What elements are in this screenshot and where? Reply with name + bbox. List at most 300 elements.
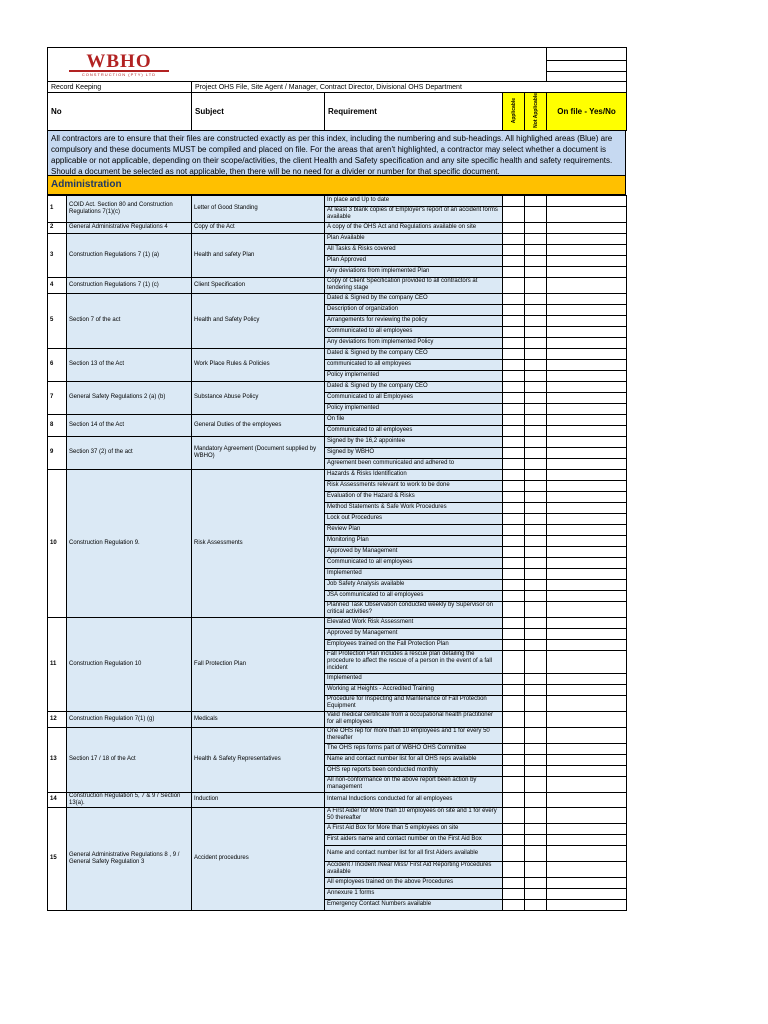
not-applicable-cell[interactable] <box>525 277 547 293</box>
applicable-cell[interactable] <box>503 480 525 491</box>
item-reference: Construction Regulation 5, 7 & 9 / Section 13(a). <box>67 792 192 807</box>
on-file-cell[interactable] <box>547 370 627 381</box>
on-file-cell[interactable] <box>547 628 627 639</box>
on-file-cell[interactable] <box>547 266 627 277</box>
on-file-cell[interactable] <box>547 823 627 834</box>
requirement-text: Monitoring Plan <box>325 535 503 546</box>
applicable-cell[interactable] <box>503 754 525 765</box>
not-applicable-cell[interactable] <box>525 684 547 695</box>
requirement-text: In place and Up to date <box>325 195 503 206</box>
requirement-text: Job Safety Analysis available <box>325 579 503 590</box>
column-header-not-applicable <box>525 93 547 131</box>
not-applicable-cell[interactable] <box>525 381 547 392</box>
on-file-cell[interactable] <box>547 727 627 743</box>
requirement-text: Copy of Client Specification provided to all contractors at tendering stage <box>325 277 503 293</box>
not-applicable-cell[interactable] <box>525 650 547 673</box>
applicable-cell[interactable] <box>503 546 525 557</box>
item-subject: Induction <box>192 792 325 807</box>
instructions-notice: All contractors are to ensure that their files are constructed exactly as per this index, including the numbering and sub-headings. All highlighed areas (Blue) are compulsory and these documents MUST be compiled and placed on file. For the areas that aren't highlighted, a contractor may select whether a document is applicable or not applicable, depending on their scope/activities, the client Health and Safety specification and any site specific health and safety requirements. Should a document be selected as not applicable, then there will be no need for a divider or number for that specific document. <box>47 131 626 176</box>
item-reference: Section 17 / 18 of the Act <box>67 727 192 792</box>
item-subject: Medicals <box>192 711 325 727</box>
requirement-text: Emergency Contact Numbers available <box>325 899 503 910</box>
applicable-cell[interactable] <box>503 513 525 524</box>
not-applicable-cell[interactable] <box>525 888 547 899</box>
requirement-text: One OHS rep for more than 10 employees and 1 for every 50 thereafter <box>325 727 503 743</box>
table-row <box>48 195 627 206</box>
applicable-cell[interactable] <box>503 877 525 888</box>
item-number: 13 <box>48 727 67 792</box>
on-file-cell[interactable] <box>547 502 627 513</box>
on-file-cell[interactable] <box>547 195 627 206</box>
on-file-cell[interactable] <box>547 403 627 414</box>
applicable-cell[interactable] <box>503 255 525 266</box>
not-applicable-cell[interactable] <box>525 403 547 414</box>
item-number: 3 <box>48 233 67 277</box>
item-reference: Section 13 of the Act <box>67 348 192 381</box>
not-applicable-cell[interactable] <box>525 244 547 255</box>
column-header-requirement: Requirement <box>325 93 503 131</box>
not-applicable-cell[interactable] <box>525 861 547 877</box>
on-file-cell[interactable] <box>547 326 627 337</box>
checklist-sheet <box>47 47 626 911</box>
item-number: 5 <box>48 293 67 348</box>
on-file-cell[interactable] <box>547 673 627 684</box>
applicable-cell[interactable] <box>503 414 525 425</box>
applicable-cell[interactable] <box>503 244 525 255</box>
requirement-text: A copy of the OHS Act and Regulations available on site <box>325 222 503 233</box>
applicable-cell[interactable] <box>503 807 525 823</box>
not-applicable-cell[interactable] <box>525 414 547 425</box>
applicable-cell[interactable] <box>503 590 525 601</box>
on-file-cell[interactable] <box>547 480 627 491</box>
applicable-cell[interactable] <box>503 535 525 546</box>
requirement-text: All employees trained on the above Procedures <box>325 877 503 888</box>
requirement-text: Any deviations from implemented Policy <box>325 337 503 348</box>
requirement-text: Policy implemented <box>325 370 503 381</box>
not-applicable-cell[interactable] <box>525 535 547 546</box>
requirement-text: Risk Assessments relevant to work to be done <box>325 480 503 491</box>
not-applicable-cell[interactable] <box>525 727 547 743</box>
on-file-cell[interactable] <box>547 206 627 222</box>
item-subject: Risk Assessments <box>192 469 325 617</box>
not-applicable-cell[interactable] <box>525 792 547 807</box>
applicable-cell[interactable] <box>503 458 525 469</box>
not-applicable-cell[interactable] <box>525 845 547 861</box>
item-subject: Letter of Good Standing <box>192 195 325 222</box>
on-file-cell[interactable] <box>547 222 627 233</box>
not-applicable-cell[interactable] <box>525 711 547 727</box>
on-file-cell[interactable] <box>547 861 627 877</box>
applicable-cell[interactable] <box>503 743 525 754</box>
item-number: 2 <box>48 222 67 233</box>
on-file-cell[interactable] <box>547 845 627 861</box>
on-file-cell[interactable] <box>547 601 627 617</box>
item-subject: General Duties of the employees <box>192 414 325 436</box>
requirement-text: All Tasks & Risks covered <box>325 244 503 255</box>
requirement-text: Review Plan <box>325 524 503 535</box>
applicable-cell[interactable] <box>503 233 525 244</box>
on-file-cell[interactable] <box>547 899 627 910</box>
requirement-text: Accident / Incident /Near Miss/ First Aid Reporting Procedures available <box>325 861 503 877</box>
applicable-cell[interactable] <box>503 392 525 403</box>
item-subject: Fall Protection Plan <box>192 617 325 711</box>
item-number: 7 <box>48 381 67 414</box>
item-number: 4 <box>48 277 67 293</box>
applicable-cell[interactable] <box>503 266 525 277</box>
on-file-cell[interactable] <box>547 436 627 447</box>
applicable-cell[interactable] <box>503 673 525 684</box>
not-applicable-cell[interactable] <box>525 491 547 502</box>
item-reference: Construction Regulation 7(1) (g) <box>67 711 192 727</box>
not-applicable-cell[interactable] <box>525 233 547 244</box>
on-file-cell[interactable] <box>547 255 627 266</box>
on-file-cell[interactable] <box>547 546 627 557</box>
on-file-cell[interactable] <box>547 491 627 502</box>
item-number: 10 <box>48 469 67 617</box>
requirement-text: Annexure 1 forms <box>325 888 503 899</box>
not-applicable-cell[interactable] <box>525 639 547 650</box>
on-file-cell[interactable] <box>547 359 627 370</box>
item-reference: Section 14 of the Act <box>67 414 192 436</box>
table-row <box>48 348 627 359</box>
applicable-cell[interactable] <box>503 206 525 222</box>
applicable-cell[interactable] <box>503 628 525 639</box>
on-file-cell[interactable] <box>547 888 627 899</box>
column-header-applicable <box>503 93 525 131</box>
requirement-text: Evaluation of the Hazard & Risks <box>325 491 503 502</box>
applicable-cell[interactable] <box>503 695 525 711</box>
applicable-cell[interactable] <box>503 425 525 436</box>
on-file-cell[interactable] <box>547 765 627 776</box>
on-file-cell[interactable] <box>547 535 627 546</box>
item-reference: Section 7 of the act <box>67 293 192 348</box>
item-reference: Section 37 (2) of the act <box>67 436 192 469</box>
table-row <box>48 727 627 743</box>
not-applicable-cell[interactable] <box>525 206 547 222</box>
applicable-cell[interactable] <box>503 834 525 845</box>
applicable-cell[interactable] <box>503 502 525 513</box>
on-file-cell[interactable] <box>547 684 627 695</box>
not-applicable-cell[interactable] <box>525 195 547 206</box>
on-file-cell[interactable] <box>547 348 627 359</box>
not-applicable-cell[interactable] <box>525 359 547 370</box>
column-header-subject: Subject <box>192 93 325 131</box>
not-applicable-cell[interactable] <box>525 695 547 711</box>
on-file-cell[interactable] <box>547 807 627 823</box>
on-file-cell[interactable] <box>547 447 627 458</box>
item-number: 15 <box>48 807 67 910</box>
applicable-cell[interactable] <box>503 447 525 458</box>
applicable-cell[interactable] <box>503 888 525 899</box>
item-number: 1 <box>48 195 67 222</box>
requirement-text: Communicated to all employees <box>325 425 503 436</box>
requirements-table <box>47 195 627 911</box>
on-file-cell[interactable] <box>547 513 627 524</box>
not-applicable-cell[interactable] <box>525 765 547 776</box>
not-applicable-cell[interactable] <box>525 524 547 535</box>
record-keeping-label: Record Keeping <box>48 82 192 93</box>
requirement-text: Communicated to all employees <box>325 326 503 337</box>
applicable-cell[interactable] <box>503 436 525 447</box>
applicable-cell[interactable] <box>503 601 525 617</box>
not-applicable-cell[interactable] <box>525 877 547 888</box>
requirement-text: Planned Task Observation conducted weekly by Supervisor on critical activities? <box>325 601 503 617</box>
item-reference: General Administrative Regulations 8 , 9 / General Safety Regulation 3 <box>67 807 192 910</box>
applicable-cell[interactable] <box>503 765 525 776</box>
item-number: 9 <box>48 436 67 469</box>
applicable-cell[interactable] <box>503 861 525 877</box>
requirement-text: All non-conformance on the above report been action by management <box>325 776 503 792</box>
not-applicable-label: Not Applicable <box>532 93 539 128</box>
not-applicable-cell[interactable] <box>525 754 547 765</box>
not-applicable-cell[interactable] <box>525 673 547 684</box>
item-reference: COID Act. Section 80 and Construction Regulations 7(1)(c) <box>67 195 192 222</box>
on-file-cell[interactable] <box>547 617 627 628</box>
on-file-cell[interactable] <box>547 458 627 469</box>
logo-cell <box>48 48 547 82</box>
not-applicable-cell[interactable] <box>525 601 547 617</box>
item-subject: Mandatory Agreement (Document supplied by WBHO) <box>192 436 325 469</box>
on-file-cell[interactable] <box>547 650 627 673</box>
requirement-text: Policy implemented <box>325 403 503 414</box>
on-file-cell[interactable] <box>547 277 627 293</box>
applicable-cell[interactable] <box>503 899 525 910</box>
item-number: 14 <box>48 792 67 807</box>
item-subject: Copy of the Act <box>192 222 325 233</box>
not-applicable-cell[interactable] <box>525 425 547 436</box>
on-file-cell[interactable] <box>547 639 627 650</box>
requirement-text: Communicated to all Employees <box>325 392 503 403</box>
blank-cell <box>547 48 627 61</box>
applicable-cell[interactable] <box>503 381 525 392</box>
applicable-cell[interactable] <box>503 617 525 628</box>
item-number: 12 <box>48 711 67 727</box>
table-row <box>48 381 627 392</box>
requirement-text: Communicated to all employees <box>325 557 503 568</box>
not-applicable-cell[interactable] <box>525 628 547 639</box>
requirement-text: Plan Approved <box>325 255 503 266</box>
applicable-cell[interactable] <box>503 370 525 381</box>
applicable-cell[interactable] <box>503 337 525 348</box>
applicable-cell[interactable] <box>503 845 525 861</box>
on-file-cell[interactable] <box>547 557 627 568</box>
applicable-cell[interactable] <box>503 491 525 502</box>
item-subject: Client Specification <box>192 277 325 293</box>
applicable-cell[interactable] <box>503 277 525 293</box>
applicable-cell[interactable] <box>503 650 525 673</box>
requirement-text: Name and contact number list for all OHS reps available <box>325 754 503 765</box>
requirement-text: Implemented <box>325 673 503 684</box>
on-file-cell[interactable] <box>547 776 627 792</box>
on-file-cell[interactable] <box>547 590 627 601</box>
on-file-cell[interactable] <box>547 425 627 436</box>
applicable-cell[interactable] <box>503 403 525 414</box>
not-applicable-cell[interactable] <box>525 899 547 910</box>
on-file-cell[interactable] <box>547 711 627 727</box>
requirement-text: Elevated Work Risk Assessment <box>325 617 503 628</box>
applicable-cell[interactable] <box>503 792 525 807</box>
blank-cell <box>547 61 627 72</box>
applicable-cell[interactable] <box>503 557 525 568</box>
applicable-cell[interactable] <box>503 304 525 315</box>
not-applicable-cell[interactable] <box>525 513 547 524</box>
applicable-cell[interactable] <box>503 326 525 337</box>
not-applicable-cell[interactable] <box>525 436 547 447</box>
not-applicable-cell[interactable] <box>525 447 547 458</box>
on-file-cell[interactable] <box>547 877 627 888</box>
not-applicable-cell[interactable] <box>525 326 547 337</box>
applicable-cell[interactable] <box>503 727 525 743</box>
not-applicable-cell[interactable] <box>525 557 547 568</box>
item-number: 8 <box>48 414 67 436</box>
item-reference: General Administrative Regulations 4 <box>67 222 192 233</box>
requirement-text: The OHS reps forms part of WBHO OHS Committee <box>325 743 503 754</box>
not-applicable-cell[interactable] <box>525 293 547 304</box>
on-file-cell[interactable] <box>547 524 627 535</box>
blank-cell <box>547 72 627 82</box>
not-applicable-cell[interactable] <box>525 392 547 403</box>
requirement-text: Name and contact number list for all first Aiders available <box>325 845 503 861</box>
not-applicable-cell[interactable] <box>525 743 547 754</box>
not-applicable-cell[interactable] <box>525 807 547 823</box>
applicable-cell[interactable] <box>503 711 525 727</box>
not-applicable-cell[interactable] <box>525 469 547 480</box>
table-row <box>48 711 627 727</box>
item-reference: Construction Regulation 10 <box>67 617 192 711</box>
on-file-cell[interactable] <box>547 568 627 579</box>
table-row <box>48 436 627 447</box>
wbho-logo: WBHO <box>86 51 152 72</box>
column-header-on-file: On file - Yes/No <box>547 93 627 131</box>
not-applicable-cell[interactable] <box>525 337 547 348</box>
applicable-cell[interactable] <box>503 348 525 359</box>
requirement-text: A First Aid Box for More than 5 employees on site <box>325 823 503 834</box>
requirement-text: Any deviations from implemented Plan <box>325 266 503 277</box>
requirement-text: Lock out Procedures <box>325 513 503 524</box>
applicable-cell[interactable] <box>503 469 525 480</box>
not-applicable-cell[interactable] <box>525 266 547 277</box>
on-file-cell[interactable] <box>547 337 627 348</box>
requirement-text: Method Statements & Safe Work Procedures <box>325 502 503 513</box>
table-row <box>48 277 627 293</box>
not-applicable-cell[interactable] <box>525 480 547 491</box>
not-applicable-cell[interactable] <box>525 546 547 557</box>
item-reference: Construction Regulation 9. <box>67 469 192 617</box>
item-reference: Construction Regulations 7 (1) (a) <box>67 233 192 277</box>
applicable-cell[interactable] <box>503 639 525 650</box>
applicable-cell[interactable] <box>503 195 525 206</box>
column-header-no: No <box>48 93 192 131</box>
on-file-cell[interactable] <box>547 244 627 255</box>
requirement-text: Valid medical certificate from a occupational health practitioner for all employees <box>325 711 503 727</box>
applicable-label: Applicable <box>510 97 517 124</box>
not-applicable-cell[interactable] <box>525 617 547 628</box>
not-applicable-cell[interactable] <box>525 304 547 315</box>
on-file-cell[interactable] <box>547 834 627 845</box>
requirement-text: A First Aider for More than 10 employees on site and 1 for every 50 thereafter <box>325 807 503 823</box>
applicable-cell[interactable] <box>503 823 525 834</box>
requirement-text: OHS rep reports been conducted monthly <box>325 765 503 776</box>
not-applicable-cell[interactable] <box>525 502 547 513</box>
not-applicable-cell[interactable] <box>525 568 547 579</box>
not-applicable-cell[interactable] <box>525 315 547 326</box>
item-number: 6 <box>48 348 67 381</box>
logo-subtitle: CONSTRUCTION (PTY) LTD <box>81 72 157 77</box>
on-file-cell[interactable] <box>547 233 627 244</box>
not-applicable-cell[interactable] <box>525 458 547 469</box>
on-file-cell[interactable] <box>547 392 627 403</box>
requirement-text: Dated & Signed by the company CEO <box>325 293 503 304</box>
on-file-cell[interactable] <box>547 469 627 480</box>
requirement-text: Employees trained on the Fall Protection Plan <box>325 639 503 650</box>
on-file-cell[interactable] <box>547 743 627 754</box>
requirement-text: Approved by Management <box>325 628 503 639</box>
applicable-cell[interactable] <box>503 359 525 370</box>
item-subject: Health and Safety Policy <box>192 293 325 348</box>
applicable-cell[interactable] <box>503 524 525 535</box>
applicable-cell[interactable] <box>503 315 525 326</box>
not-applicable-cell[interactable] <box>525 776 547 792</box>
on-file-cell[interactable] <box>547 381 627 392</box>
requirement-text: First aiders name and contact number on the First Aid Box <box>325 834 503 845</box>
requirement-text: Dated & Signed by the company CEO <box>325 381 503 392</box>
item-subject: Work Place Rules & Policies <box>192 348 325 381</box>
applicable-cell[interactable] <box>503 222 525 233</box>
table-row <box>48 469 627 480</box>
requirement-text: Dated & Signed by the company CEO <box>325 348 503 359</box>
not-applicable-cell[interactable] <box>525 579 547 590</box>
item-subject: Substance Abuse Policy <box>192 381 325 414</box>
table-row <box>48 293 627 304</box>
not-applicable-cell[interactable] <box>525 590 547 601</box>
not-applicable-cell[interactable] <box>525 348 547 359</box>
applicable-cell[interactable] <box>503 579 525 590</box>
not-applicable-cell[interactable] <box>525 823 547 834</box>
on-file-cell[interactable] <box>547 695 627 711</box>
on-file-cell[interactable] <box>547 792 627 807</box>
not-applicable-cell[interactable] <box>525 222 547 233</box>
requirement-text: Signed by WBHO <box>325 447 503 458</box>
requirement-text: Internal Inductions conducted for all employees <box>325 792 503 807</box>
on-file-cell[interactable] <box>547 304 627 315</box>
applicable-cell[interactable] <box>503 293 525 304</box>
on-file-cell[interactable] <box>547 315 627 326</box>
on-file-cell[interactable] <box>547 293 627 304</box>
table-row <box>48 233 627 244</box>
requirement-text: JSA communicated to all employees <box>325 590 503 601</box>
not-applicable-cell[interactable] <box>525 834 547 845</box>
requirement-text: Plan Available <box>325 233 503 244</box>
requirement-text: Implemented <box>325 568 503 579</box>
item-subject: Health and safety Plan <box>192 233 325 277</box>
requirement-text: At least 3 blank copies of Employer's report of an accident forms available <box>325 206 503 222</box>
applicable-cell[interactable] <box>503 776 525 792</box>
requirement-text: Signed by the 16,2 appointee <box>325 436 503 447</box>
on-file-cell[interactable] <box>547 754 627 765</box>
requirement-text: Hazards & Risks Identification <box>325 469 503 480</box>
on-file-cell[interactable] <box>547 414 627 425</box>
item-number: 11 <box>48 617 67 711</box>
applicable-cell[interactable] <box>503 684 525 695</box>
table-row <box>48 222 627 233</box>
not-applicable-cell[interactable] <box>525 255 547 266</box>
on-file-cell[interactable] <box>547 579 627 590</box>
not-applicable-cell[interactable] <box>525 370 547 381</box>
applicable-cell[interactable] <box>503 568 525 579</box>
item-subject: Health & Safety Representatives <box>192 727 325 792</box>
project-file-label: Project OHS File, Site Agent / Manager, Contract Director, Divisional OHS Department <box>192 82 627 93</box>
item-reference: General Safety Regulations 2 (a) (b) <box>67 381 192 414</box>
